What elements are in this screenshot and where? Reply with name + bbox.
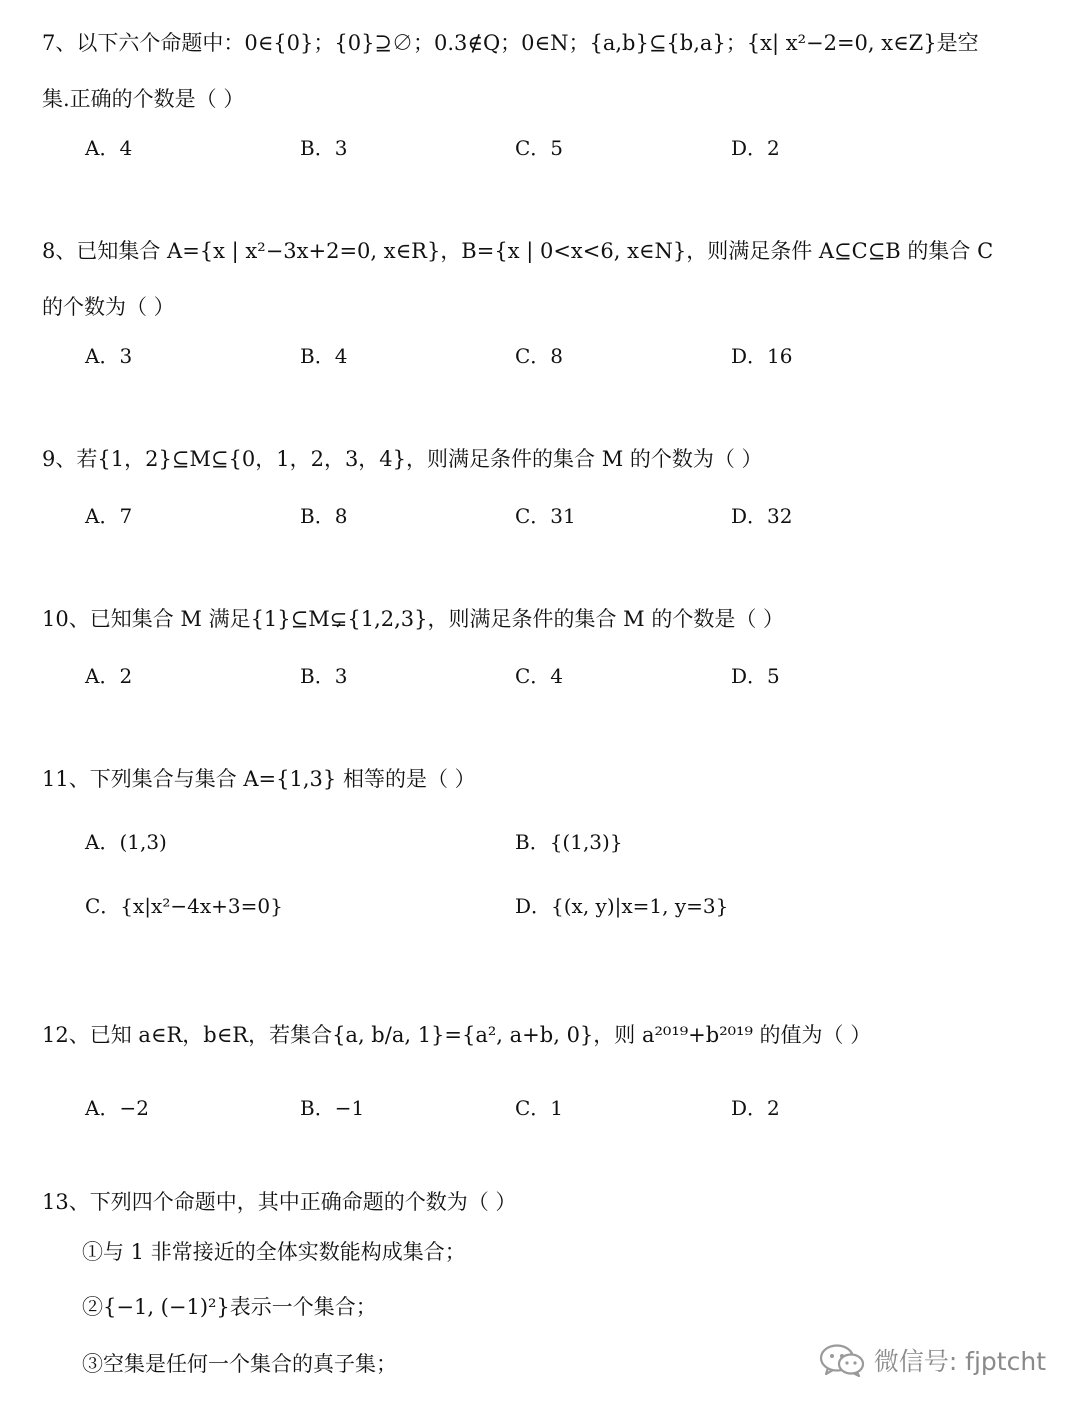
question-11-option-d: D．{(x, y)|x=1, y=3}: [515, 894, 729, 918]
wechat-watermark: [818, 1343, 1046, 1377]
question-7-option-a: A．4: [85, 136, 133, 160]
question-13-statement-1: ①与 1 非常接近的全体实数能构成集合；: [82, 1240, 466, 1264]
question-10-option-b: B．3: [300, 664, 348, 688]
question-9-option-b: B．8: [300, 504, 348, 528]
question-7-line-2: 集.正确的个数是（ ）: [42, 87, 245, 111]
question-8-option-a: A．3: [85, 344, 133, 368]
question-12-option-b: B．−1: [300, 1096, 365, 1120]
question-7-option-c: C．5: [515, 136, 564, 160]
watermark-text: 微信号: fjptcht: [873, 1347, 1046, 1376]
question-12-line-1: 12、已知 a∈R，b∈R，若集合{a, b/a, 1}={a², a+b, 0}，则 a²⁰¹⁹+b²⁰¹⁹ 的值为（ ）: [42, 1023, 872, 1047]
wechat-icon: [818, 1343, 866, 1377]
question-13-line-1: 13、下列四个命题中，其中正确命题的个数为（ ）: [42, 1190, 517, 1214]
question-8-option-b: B．4: [300, 344, 348, 368]
question-12-option-c: C．1: [515, 1096, 564, 1120]
question-12-option-a: A．−2: [85, 1096, 149, 1120]
question-8-line-1: 8、已知集合 A={x | x²−3x+2=0, x∈R}，B={x | 0<x<6, x∈N}，则满足条件 A⊆C⊆B 的集合 C: [42, 239, 994, 263]
question-13-statement-3: ③空集是任何一个集合的真子集；: [82, 1352, 397, 1376]
question-11-line-1: 11、下列集合与集合 A={1,3} 相等的是（ ）: [42, 767, 476, 791]
question-8-option-c: C．8: [515, 344, 564, 368]
question-10-option-a: A．2: [85, 664, 133, 688]
question-11-option-c: C．{x|x²−4x+3=0}: [85, 894, 283, 918]
question-8-line-2: 的个数为（ ）: [42, 295, 175, 319]
question-7-option-d: D．2: [731, 136, 780, 160]
question-9-option-c: C．31: [515, 504, 576, 528]
question-13-statement-2: ②{−1, (−1)²}表示一个集合；: [82, 1295, 377, 1319]
question-8-option-d: D．16: [731, 344, 793, 368]
question-10-line-1: 10、已知集合 M 满足{1}⊆M⊊{1,2,3}，则满足条件的集合 M 的个数是（ ）: [42, 607, 785, 631]
question-9-option-a: A．7: [85, 504, 133, 528]
question-11-option-a: A．(1,3): [85, 830, 167, 854]
question-9-line-1: 9、若{1，2}⊆M⊆{0，1，2，3，4}，则满足条件的集合 M 的个数为（ ）: [42, 447, 763, 471]
question-9-option-d: D．32: [731, 504, 793, 528]
question-11-option-b: B．{(1,3)}: [515, 830, 623, 854]
question-10-option-c: C．4: [515, 664, 564, 688]
question-10-option-d: D．5: [731, 664, 780, 688]
question-12-option-d: D．2: [731, 1096, 780, 1120]
question-7-option-b: B．3: [300, 136, 348, 160]
question-7-line-1: 7、以下六个命题中：0∈{0}；{0}⊇∅；0.3∉Q；0∈N；{a,b}⊆{b,a}；{x| x²−2=0, x∈Z}是空: [42, 31, 979, 55]
